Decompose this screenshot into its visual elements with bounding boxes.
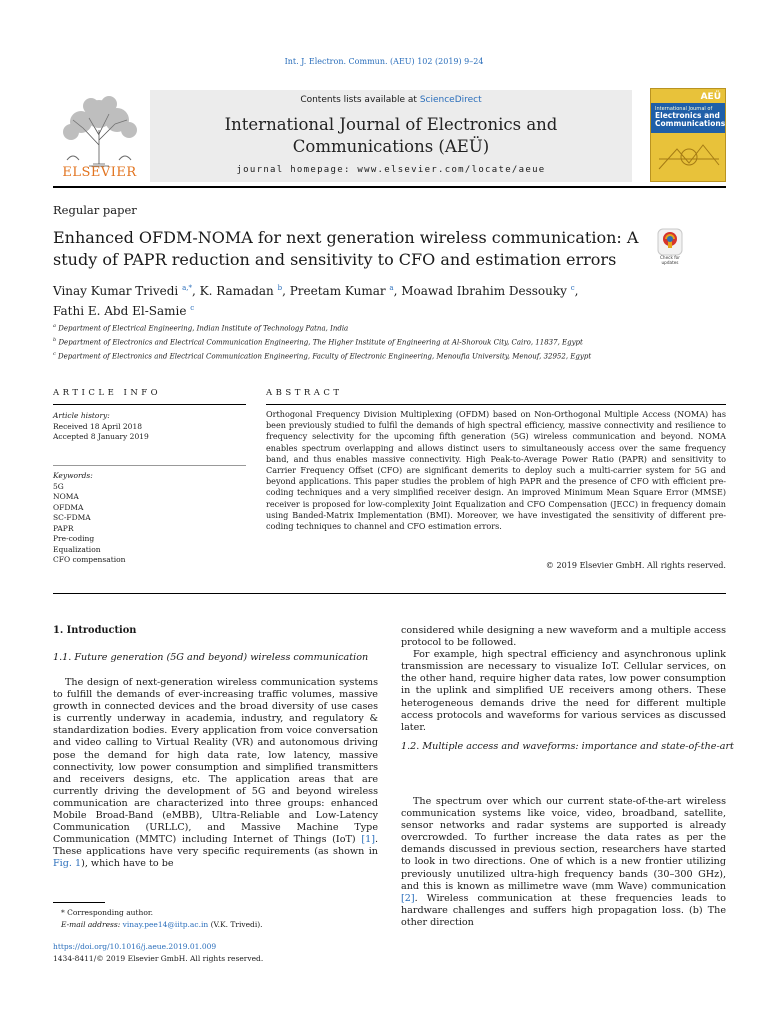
author-4-affil[interactable]: c [570,284,575,292]
contents-line [150,95,632,105]
footnote [53,907,263,930]
article-history-label: Article history: [53,411,110,420]
header-rule [53,186,726,188]
author-3: , Preetam Kumar [282,284,390,298]
doi-block [53,941,263,964]
keywords-rule [53,465,246,466]
crossmark-label: Check for updates [660,255,680,265]
email-label: E-mail address: [61,919,123,929]
affiliation-a [53,321,733,335]
journal-cover-thumbnail[interactable] [650,88,726,182]
affiliation-b-text: Department of Electronics and Electrical Communication Engineering, The Higher Institute of Engineering at Al-Shorouk City, Cairo, 11837, Egypt [58,338,583,347]
cover-band-small: International Journal of [655,106,713,112]
journal-title-line1: International Journal of Electronics and [224,115,558,134]
journal-homepage[interactable]: journal homepage: www.elsevier.com/locate/aeue [236,165,546,175]
affiliation-b-mark: b [53,336,57,343]
article-info-heading: ARTICLE INFO [53,388,162,398]
elsevier-logo[interactable] [53,90,146,182]
corresponding-author: * Corresponding author. [61,908,154,917]
email-suffix: (V.K. Trivedi). [208,919,263,929]
journal-citation[interactable]: Int. J. Electron. Commun. (AEU) 102 (2019) 9–24 [284,57,484,66]
authors-line1 [53,280,673,300]
received-date: Received 18 April 2018 [53,421,142,431]
footnote-rule [53,902,105,903]
abstract-heading: ABSTRACT [266,388,343,398]
subsection-1-2-heading: 1.2. Multiple access and waveforms: importance and state-of-the-art [401,741,734,752]
issn-line: 1434-8411/© 2019 Elsevier GmbH. All rights reserved. [53,953,264,963]
abstract-rule [266,404,726,405]
right-para3-end: . Wireless communication at these frequencies leads to hardware challenges and suffers high propagation loss. (b) The other direction [401,892,726,928]
author-5-affil[interactable]: c [190,304,195,312]
keywords [53,471,243,566]
abstract-text: Orthogonal Frequency Division Multiplexing (OFDM) based on Non-Orthogonal Multiple Access (NOMA) has been previously studied to fulfil the demands of high spectral efficiency, massive connectivity and resilience to frequency selectivity for the upcoming fifth generation (5G) wireless communication and beyond. NOMA enables spectrum overlapping and allows distinct users to simultaneously access over the same frequency band, and thus enables massive connectivity. High Peak-to-Average Power Ratio (PAPR) and sensitivity to Carrier Frequency Offset (CFO) are significant demerits to deploy such a multi-carrier system for 5G and beyond applications. This paper studies the problem of high PAPR and the presence of CFO with efficient pre-coding techniques and a very simplified receiver design. An improved Minimum Mean Square Error (MMSE) receiver is proposed for low-complexity Joint Equalization and CFO Compensation (JECC) in frequency domain using Banded-Matrix Implementation (BMI). Moreover, we have investigated the sensitivity of different pre-coding techniques to channel and CFO estimation errors. [266,409,726,532]
fig-1-link[interactable]: Fig. 1 [53,858,82,870]
journal-header-box [150,90,632,182]
email-link[interactable]: vinay.pee14@iitp.ac.in [122,919,209,929]
keyword: OFDMA [53,502,84,512]
intro-left-paragraph [53,677,378,871]
elsevier-wordmark: ELSEVIER [62,165,137,180]
keyword: Pre-coding [53,534,95,543]
author-separator: , [574,284,579,298]
article-info-rule [53,404,246,405]
article-history [53,411,243,443]
paper-title-line1: Enhanced OFDM-NOMA for next generation wireless communication: A [53,228,639,247]
intro-right-paragraph-3 [401,796,726,929]
paper-title [53,227,653,271]
author-1-affil[interactable]: a,* [182,284,192,292]
affiliations [53,321,733,362]
keyword: PAPR [53,523,74,533]
author-2-affil[interactable]: b [277,284,283,292]
accepted-date: Accepted 8 January 2019 [53,432,149,441]
author-5: Fathi E. Abd El-Samie [53,304,191,318]
ref-2-link[interactable]: [2] [401,892,415,904]
author-3-affil[interactable]: a [389,284,394,292]
keyword: CFO compensation [53,555,126,564]
affiliation-c-mark: c [53,350,56,357]
affiliation-a-text: Department of Electrical Engineering, Indian Institute of Technology Patna, India [58,324,349,333]
keyword: Equalization [53,544,101,554]
cover-graphic-icon [657,139,721,175]
keyword: NOMA [53,492,79,501]
author-4: , Moawad Ibrahim Dessouky [393,284,571,298]
journal-title-line2: Communications (AEÜ) [292,137,490,156]
ref-1-link[interactable]: [1] [361,834,375,846]
keywords-label: Keywords: [53,471,93,480]
intro-para-mid: . These applications have very specific requirements (as shown in [53,834,378,858]
author-2: , K. Ramadan [191,284,278,298]
subsection-1-1-heading: 1.1. Future generation (5G and beyond) wireless communication [53,652,369,663]
right-continuation: considered while designing a new waveform and a multiple access protocol to be followed. [401,625,726,649]
right-para3-text: The spectrum over which our current state-of-the-art wireless communication systems like voice, video, broadband, satellite, sensor networks and radar systems are supported is already overcrowded. To further increase the data rates as per the demands discussed in previous section, researchers have started to look in two directions. One of which is a new frontier utilizing previously unutilized ultra-high frequency bands (30–300 GHz), and this is known as millimetre wave (mm Wave) communication [401,796,726,892]
doi-link[interactable]: https://doi.org/10.1016/j.aeue.2019.01.009 [53,942,217,951]
affiliation-c-text: Department of Electronics and Electrical Communication Engineering, Faculty of Electronic Engineering, Menoufia University, Menouf, 32952, Egypt [58,351,592,360]
keyword: 5G [53,481,64,491]
abstract-bottom-rule [53,593,726,594]
keyword: SC-FDMA [53,513,91,522]
paper-title-line2: study of PAPR reduction and sensitivity to CFO and estimation errors [53,250,617,269]
contents-prefix: Contents lists available at [300,95,420,105]
check-for-updates-badge[interactable] [650,228,690,268]
crossmark-icon [650,228,690,256]
right-paragraph-2: For example, high spectral efficiency and asynchronous uplink transmission are necessary to visualize IoT. Cellular services, on the other hand, require higher data rates, low power consumption in the uplink and simplified UE receivers among others. These heterogeneous demands drive the need for different multiple access protocols and waveforms for various services as discussed later. [401,649,726,733]
intro-para-text: The design of next-generation wireless communication systems to fulfill the demands of ever-increasing traffic volumes, massive growth in connected devices and the broad diversity of use cases is currently underway in academia, industry, and regulatory & standardization bodies. Every application from voice conversation and video calling to Virtual Reality (VR) and autonomous driving pose the demand for high data rate, low latency, massive connectivity, low power consumption and simplified transmitters and receivers designs, etc. The application areas that are currently driving the development of 5G and beyond wireless communication are characterized into three groups: enhanced Mobile Broad-Band (eMBB), Ultra-Reliable and Low-Latency Communication (URLLC), and Massive Machine Type Communication (MMTC) including Internet of Things (IoT) [53,677,378,846]
authors-line2 [53,300,673,320]
paper-type: Regular paper [53,203,137,217]
intro-para-end: ), which have to be [81,858,174,870]
authors [53,280,673,320]
email-line [53,919,263,931]
section-1-heading: 1. Introduction [53,625,137,636]
affiliation-c [53,349,733,363]
affiliation-b [53,335,733,349]
author-1: Vinay Kumar Trivedi [53,284,183,298]
abstract-copyright: © 2019 Elsevier GmbH. All rights reserved. [545,560,726,570]
affiliation-a-mark: a [53,323,56,329]
journal-title [150,114,632,158]
sciencedirect-link[interactable]: ScienceDirect [419,95,482,105]
cover-badge: AEÜ [700,92,721,102]
cover-band-title: Electronics and Communications [655,111,726,128]
intro-right-top [401,625,726,734]
